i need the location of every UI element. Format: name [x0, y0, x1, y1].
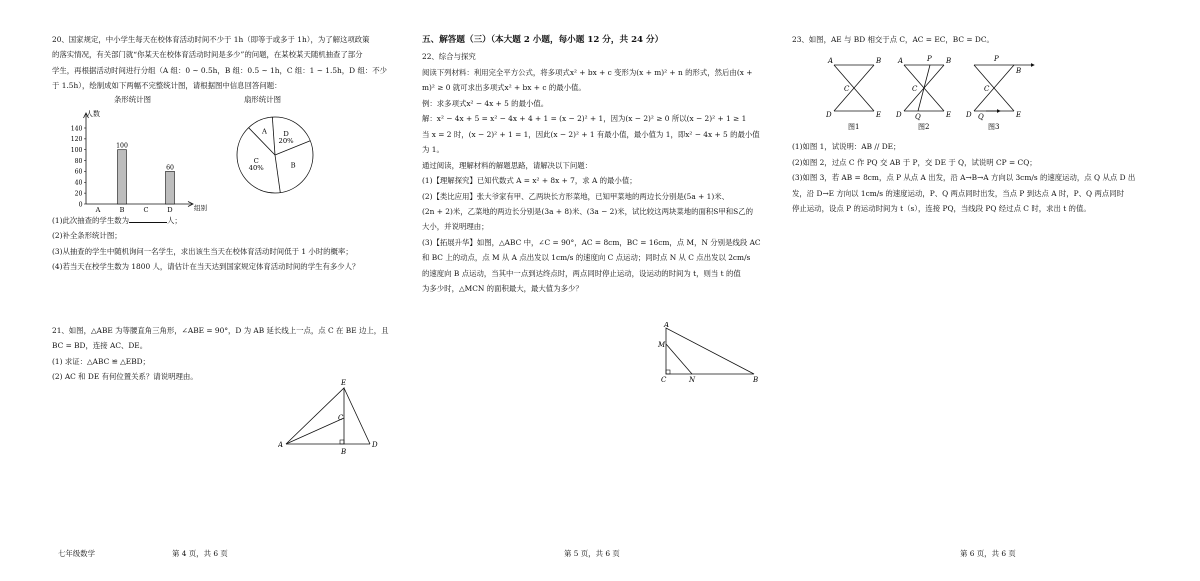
q21-line: (1) 求证：△ABC ≌ △EBD； — [52, 356, 150, 366]
q22-line: 当 x = 2 时，(x − 2)² + 1 = 1，因此(x − 2)² + 1 有最小值，最小值为 1，即x² − 4x + 5 的最小值 — [422, 129, 760, 139]
q22-line: (2n + 2)米，乙菜地的两边长分别是(3a + 8)米、(3a − 2)米，试比较这两块菜地的面积S甲和S乙的 — [422, 207, 753, 216]
fig-label: M — [658, 341, 666, 349]
pie-slice-label-C: C 40% — [248, 156, 264, 172]
q21-line: (2) AC 和 DE 有何位置关系？请说明理由。 — [52, 372, 198, 382]
bar-y-tick-label: 80 — [74, 157, 83, 165]
fig-label: P — [994, 55, 999, 64]
bar-y-tick-label: 20 — [74, 190, 83, 198]
q20-line: 学生，再根据活动时间进行分组（A 组：0 ~ 0.5h，B 组：0.5 ~ 1h，C 组：1 ~ 1.5h，D 组：不少 — [52, 65, 388, 75]
q20-sub: (3)从抽查的学生中随机询问一名学生，求出该生当天在校体育活动时间低于 1 小时的概率； — [52, 246, 353, 256]
fig-label: C — [984, 85, 990, 94]
fig-label: A — [828, 57, 834, 66]
fig-label: B — [1016, 67, 1022, 76]
q22-line: 的速度向 B 点运动，当其中一点到达终点时，两点同时停止运动，设运动的时间为 t，则当 t 的值 — [422, 268, 741, 278]
pie-slice-boundary — [275, 155, 280, 193]
fig-label: B — [876, 57, 882, 66]
pie-chart-title: 扇形统计图 — [244, 94, 281, 104]
fig-label: D — [826, 111, 832, 120]
footer-page-6: 第 6 页，共 6 页 — [960, 549, 1016, 558]
q22-line: 阅读下列材料：利用完全平方公式，将多项式x² + bx + c 变形为(x + m)² + n 的形式，然后由(x + — [422, 67, 753, 77]
q21-figure — [278, 376, 388, 458]
pie-slice-label-A: A — [262, 127, 267, 136]
fig-label: A — [664, 322, 670, 329]
bar-y-tick-label: 60 — [74, 168, 83, 176]
q22-figure — [654, 322, 764, 384]
fig-label: B — [753, 376, 759, 384]
question-22 — [422, 67, 780, 295]
fig-label: B — [946, 57, 952, 66]
q22-line: 为 1。 — [422, 145, 444, 155]
fig-label: E — [1016, 111, 1022, 120]
q22-line: (1)【理解探究】已知代数式 A = x² + 8x + 7，求 A 的最小值； — [422, 176, 637, 186]
fig-caption: 图2 — [918, 123, 930, 132]
footer-page-4: 第 4 页，共 6 页 — [172, 549, 228, 558]
bar-y-tick-label: 40 — [74, 179, 83, 187]
question-21 — [52, 325, 408, 383]
footer-subject: 七年级数学 — [58, 549, 95, 558]
bar-x-tick-label: D — [167, 205, 173, 214]
footer-page-5: 第 5 页，共 6 页 — [564, 549, 620, 558]
q22-line: 通过阅读，理解材料的解题思路，请解决以下问题： — [422, 160, 592, 170]
page-4-column — [52, 34, 408, 456]
q22-line: (2)【类比应用】张大爷家有甲、乙两块长方形菜地，已知甲菜地的两边长分别是(5a + 1)米、 — [422, 191, 730, 201]
fig-label: A — [278, 441, 284, 449]
bar-x-tick-label: A — [95, 205, 101, 214]
bar-chart-title: 条形统计图 — [114, 94, 151, 104]
section-title: 五、解答题（三）（本大题 2 小题，每小题 12 分，共 24 分） — [422, 35, 664, 45]
q21-line: BC = BD，连接 AC、DE。 — [52, 341, 148, 351]
fig-label: D — [372, 441, 378, 449]
pie-chart — [230, 110, 320, 200]
q20-line: 20、国家规定，中小学生每天在校体育活动时间不少于 1h（即等于或多于 1h），为了解这项政策 — [52, 35, 370, 44]
q22-line: 和 BC 上的动点，点 M 从 A 点出发以 1cm/s 的速度向 C 点运动；同时点 N 从 C 点出发以 2cm/s — [422, 253, 751, 263]
fig-label: C — [912, 85, 918, 94]
fig-label: D — [896, 111, 902, 120]
q23-line: (2)如图 2，过点 C 作 PQ 交 AB 于 P，交 DE 于 Q，试说明 CP = CQ； — [792, 157, 1037, 167]
q22-line: (3)【拓展升华】如图，△ABC 中，∠C = 90°，AC = 8cm，BC = 16cm，点 M，N 分别是线段 AC — [422, 237, 761, 247]
bar-y-tick-label: 100 — [70, 146, 83, 154]
q20-charts — [52, 96, 408, 214]
q23-line: 23、如图，AE 与 BD 相交于点 C，AC = EC，BC = DC。 — [792, 35, 994, 44]
pie-slice-boundary — [272, 117, 275, 155]
fig-label: N — [689, 376, 696, 384]
q22-head: 22、综合与探究 — [422, 52, 476, 62]
bar-data-label: 100 — [116, 142, 128, 150]
fig-label: C — [844, 85, 850, 94]
q23-figures — [792, 49, 1152, 135]
fig-label: B — [341, 448, 347, 456]
fig-label: Q — [978, 113, 984, 122]
q20-line: 于 1.5h），绘制成如下两幅不完整统计图，请根据图中信息回答问题： — [52, 81, 282, 91]
fig-label: E — [946, 111, 952, 120]
fig-label: E — [341, 379, 347, 387]
fig-label: C — [338, 414, 344, 422]
pie-slice-label-D: D 20% — [278, 129, 294, 145]
fig-label: A — [898, 57, 904, 66]
fig-caption: 图3 — [988, 123, 1000, 132]
q23-line: (1)如图 1，试说明：AB // DE； — [792, 142, 901, 152]
q22-line: 大小，并说明理由； — [422, 222, 489, 232]
fig-label: C — [661, 376, 667, 384]
q23-figure-3 — [966, 49, 1050, 133]
q21-line: 21、如图，△ABE 为等腰直角三角形，∠ABE = 90°，D 为 AB 延长线上一点，点 C 在 BE 边上，且 — [52, 325, 389, 335]
bar-y-tick-label: 140 — [70, 125, 83, 133]
q20-sub: (4)若当天在校学生数为 1800 人，请估计在当天达到国家规定体育活动时间的学生有多少人？ — [52, 262, 360, 272]
page-5-column — [422, 34, 780, 384]
fig-caption: 图1 — [848, 123, 860, 132]
q20-sub1: (1)此次抽查的学生数为 — [52, 215, 129, 225]
bar-B — [118, 150, 127, 204]
q23-line: 停止运动，设点 P 的运动时间为 t（s），连接 PQ，当线段 PQ 经过点 C 时，求出 t 的值。 — [792, 204, 1091, 214]
fig-label: Q — [915, 113, 921, 122]
q23-figure-2 — [896, 49, 966, 133]
pie-slice-label-B: B — [290, 161, 296, 170]
q23-figure-1 — [826, 49, 896, 133]
bar-x-tick-label: C — [143, 205, 149, 214]
bar-y-tick-label: 120 — [70, 136, 83, 144]
q20-subquestions: (1)此次抽查的学生数为 人； (2)补全条形统计图； (3)从抽查的学生中随机询问一名学生，求出该生当天在校体育活动时间低于 1 小时的概率； (4)若当天在校学生数为 1800 人，请估计在当天达到国家规定体育活动时间的学生有多少人？ — [52, 214, 408, 273]
page-6-column — [792, 34, 1152, 219]
fig-label: D — [966, 111, 972, 120]
q22-line: 为多少时，△MCN 的面积最大，最大值为多少？ — [422, 284, 583, 294]
q23-line: 发，沿 D→E 方向以 1cm/s 的速度运动，P、Q 两点同时出发，当点 P 到达点 A 时，P、Q 两点同时 — [792, 188, 1125, 198]
q22-line: 例：求多项式x² − 4x + 5 的最小值。 — [422, 98, 549, 108]
bar-D — [166, 171, 175, 204]
q23-line: (3)如图 3，若 AB = 8cm，点 P 从点 A 出发，沿 A→B→A 方向以 3cm/s 的速度运动，点 Q 从点 D 出 — [792, 173, 1136, 183]
bar-chart-ylabel: 人数 — [86, 109, 100, 118]
q20-line: 的落实情况，有关部门就“你某天在校体育活动时间是多少”的问题，在某校某天随机抽查了部分 — [52, 50, 363, 60]
bar-data-label: 60 — [166, 164, 174, 172]
q20-sub: (2)补全条形统计图； — [52, 231, 122, 241]
question-20 — [52, 34, 408, 92]
bar-chart-xlabel: 组别 — [194, 203, 207, 212]
fig-label: E — [876, 111, 882, 120]
q22-line: 解：x² − 4x + 5 = x² − 4x + 4 + 1 = (x − 2)² + 1，因为(x − 2)² ≥ 0 所以(x − 2)² + 1 ≥ 1 — [422, 114, 747, 124]
bar-y-tick-label: 0 — [78, 201, 83, 209]
fig-label: P — [927, 55, 932, 64]
q22-line: m)² ≥ 0 就可求出多项式x² + bx + c 的最小值。 — [422, 83, 586, 93]
question-23 — [792, 141, 1152, 214]
bar-x-tick-label: B — [119, 205, 125, 214]
bar-chart — [52, 106, 212, 218]
